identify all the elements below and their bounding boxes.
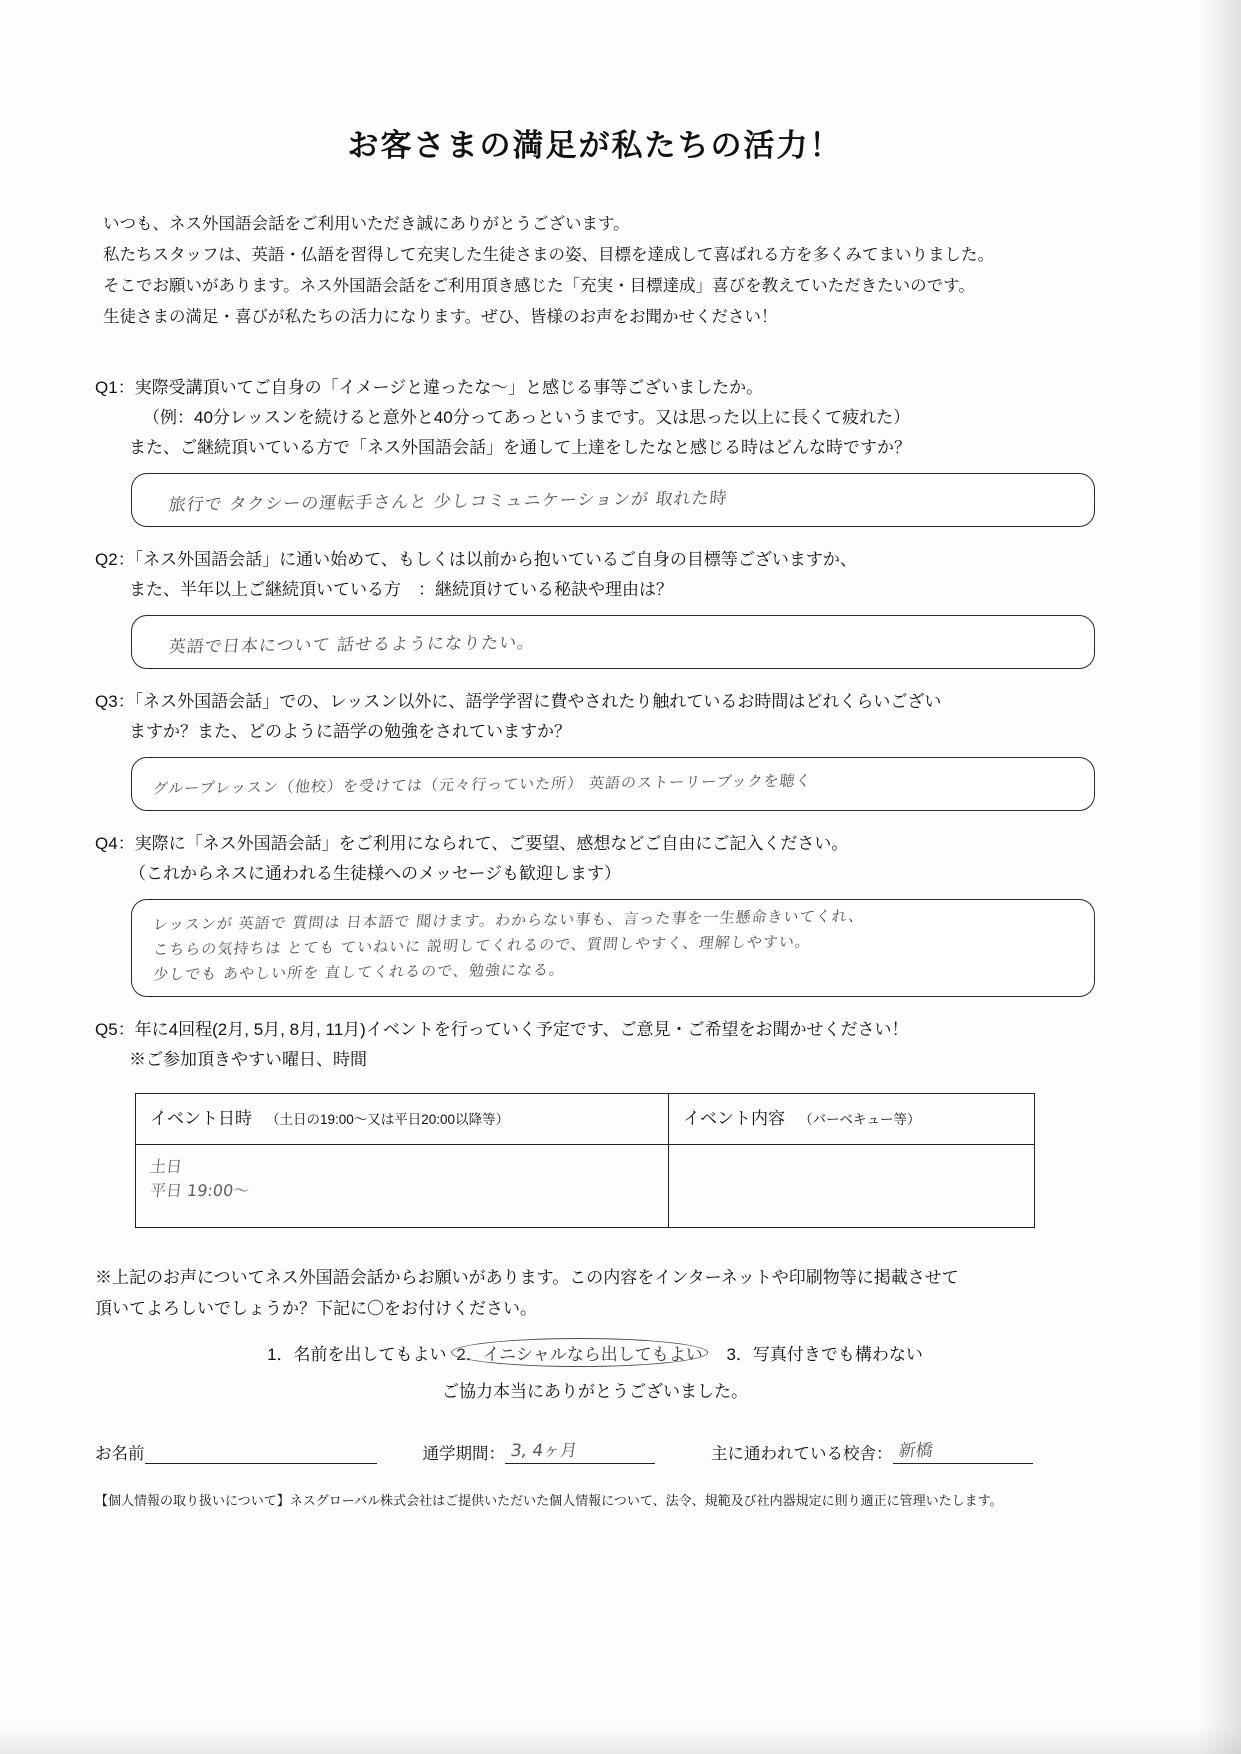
answer-box-q3[interactable] <box>131 757 1095 811</box>
consent-options <box>95 1338 1095 1367</box>
school-field-handwriting: 新橋 <box>896 1441 934 1461</box>
question-q4-line-1 <box>95 829 1095 859</box>
question-q5-label: Q5 <box>95 1020 118 1039</box>
question-q4-text: ：実際に「ネス外国語会話」をご利用になられて、ご要望、感想などご自由にご記入ください。 <box>117 834 849 853</box>
school-field[interactable] <box>711 1440 1033 1464</box>
event-table-header-datetime-main: イベント日時 <box>150 1109 252 1128</box>
event-table-header-datetime <box>136 1094 669 1145</box>
answer-box-q1[interactable] <box>131 473 1095 527</box>
question-q4-line-2: （これからネスに通われる生徒様へのメッセージも歓迎します） <box>129 864 621 883</box>
question-q2-line-1 <box>95 545 1095 575</box>
thanks-message: ご協力本当にありがとうございました。 <box>442 1382 748 1401</box>
event-table-header-row <box>136 1094 1035 1145</box>
question-q1-line-1 <box>95 373 1095 403</box>
question-block-q5 <box>95 1015 1095 1228</box>
question-q2-text: ：「ネス外国語会話」に通い始めて、もしくは以前から抱いているご自身の目標等ございますか、 <box>117 550 857 569</box>
period-field-line[interactable] <box>505 1443 655 1464</box>
answer-q4-handwriting-line-2: こちらの気持ちは とても ていねいに 説明してくれるので、質問しやすく、理解しやすい。 <box>152 932 812 959</box>
question-block-q4 <box>95 829 1095 997</box>
event-datetime-handwriting-line-1: 土日 <box>149 1157 184 1176</box>
question-q1-label: Q1 <box>95 378 118 397</box>
question-q2-label: Q2 <box>95 550 118 569</box>
question-q3-line-1 <box>95 687 1095 717</box>
period-field[interactable] <box>423 1440 656 1464</box>
name-field-label: お名前 <box>95 1445 145 1463</box>
scan-shadow-right <box>1199 0 1241 1754</box>
intro-line-1: いつも、ネス外国語会話をご利用いただき誠にありがとうございます。 <box>103 215 630 233</box>
question-q3-label: Q3 <box>95 692 118 711</box>
consent-option-2-selected[interactable]: 2．イニシャルなら出してもよい <box>451 1338 707 1367</box>
publication-notice-line-2: 頂いてよろしいでしょうか？下記に〇をお付けください。 <box>95 1299 537 1318</box>
answer-box-q2[interactable] <box>131 615 1095 669</box>
question-block-q1 <box>95 373 1095 527</box>
question-block-q3 <box>95 687 1095 811</box>
question-q3-text: ：「ネス外国語会話」での、レッスン以外に、語学学習に費やされたり触れているお時間はどれくらいござい <box>117 692 942 711</box>
answer-q4-handwriting-line-3: 少しでも あやしい所を 直してくれるので、勉強になる。 <box>152 960 567 984</box>
table-row[interactable] <box>136 1145 1035 1228</box>
event-table <box>135 1093 1035 1228</box>
event-table-header-content-main: イベント内容 <box>682 1109 785 1128</box>
intro-line-2: 私たちスタッフは、英語・仏語を習得して充実した生徒さまの姿、目標を達成して喜ばれる方を多くみてまいりました。 <box>103 246 994 264</box>
period-field-handwriting: 3, 4ヶ月 <box>509 1441 579 1461</box>
name-field[interactable] <box>95 1440 377 1464</box>
period-field-label: 通学期間： <box>422 1445 505 1463</box>
scan-shadow-bottom <box>0 1724 1241 1754</box>
event-table-header-content <box>668 1094 1034 1145</box>
consent-option-1[interactable]: 1．名前を出してもよい <box>267 1345 447 1364</box>
school-field-label: 主に通われている校舎： <box>711 1445 893 1463</box>
document-content <box>95 120 1095 1512</box>
consent-option-3[interactable]: 3．写真付きでも構わない <box>726 1345 923 1364</box>
school-field-line[interactable] <box>893 1443 1033 1464</box>
question-q5-line-2: ※ご参加頂きやすい曜日、時間 <box>129 1050 367 1069</box>
event-table-header-content-sub: （バーベキュー等） <box>798 1112 921 1127</box>
event-table-cell-content[interactable] <box>668 1145 1034 1228</box>
publication-notice <box>95 1262 1095 1324</box>
answer-q3-handwriting: グループレッスン（他校）を受けては（元々行っていた所） 英語のストーリーブックを聴く <box>151 771 813 798</box>
question-q4-label: Q4 <box>95 834 118 853</box>
privacy-fineprint: 【個人情報の取り扱いについて】ネスグローバル株式会社はご提供いただいた個人情報について、法令、規範及び社内器規定に則り適正に管理いたします。 <box>95 1493 1003 1508</box>
question-q5-line-1 <box>95 1015 1095 1045</box>
intro-paragraph <box>95 209 1095 333</box>
question-q1-line-3: また、ご継続頂いている方で「ネス外国語会話」を通して上達をしたなと感じる時はどんな時ですか？ <box>129 438 911 457</box>
page-title: お客さまの満足が私たちの活力！ <box>347 128 843 164</box>
answer-box-q4[interactable] <box>131 899 1095 997</box>
answer-q1-handwriting: 旅行で タクシーの運転手さんと 少しコミュニケーションが 取れた時 <box>167 488 729 516</box>
event-table-header-datetime-sub: （土日の19:00～又は平日20:00以降等） <box>266 1112 510 1127</box>
answer-q2-handwriting: 英語で日本について 話せるようになりたい。 <box>167 632 537 658</box>
question-q1-line-2: （例：40分レッスンを続けると意外と40分ってあっというまです。又は思った以上に長くて疲れた） <box>143 408 911 427</box>
name-field-line[interactable] <box>145 1443 377 1464</box>
publication-notice-line-1: ※上記のお声についてネス外国語会話からお願いがあります。この内容をインターネットや印刷物等に掲載させて <box>95 1268 959 1287</box>
intro-line-4: 生徒さまの満足・喜びが私たちの活力になります。ぜひ、皆様のお声をお聞かせください！ <box>103 308 778 326</box>
answer-q4-handwriting-line-1: レッスンが 英語で 質問は 日本語で 聞けます。わからない事も、言った事を一生懸命きいてくれ、 <box>151 906 866 934</box>
question-block-q2 <box>95 545 1095 669</box>
question-q1-text: ：実際受講頂いてご自身の「イメージと違ったな～」と感じる事等ございましたか。 <box>117 378 764 397</box>
question-q3-line-2: ますか？また、どのように語学の勉強をされていますか？ <box>129 722 571 741</box>
event-table-cell-datetime[interactable] <box>136 1145 669 1228</box>
footer-fields <box>95 1440 1095 1464</box>
event-datetime-handwriting-line-2: 平日 19:00～ <box>149 1181 251 1200</box>
question-q5-text: ：年に4回程(2月, 5月, 8月, 11月)イベントを行っていく予定です、ご意見・ご希望をお聞かせください！ <box>117 1020 909 1039</box>
intro-line-3: そこでお願いがあります。ネス外国語会話をご利用頂き感じた「充実・目標達成」喜びを教えていただきたいのです。 <box>103 277 975 295</box>
question-q2-line-2: また、半年以上ご継続頂いている方 ：継続頂けている秘訣や理由は？ <box>129 580 673 599</box>
